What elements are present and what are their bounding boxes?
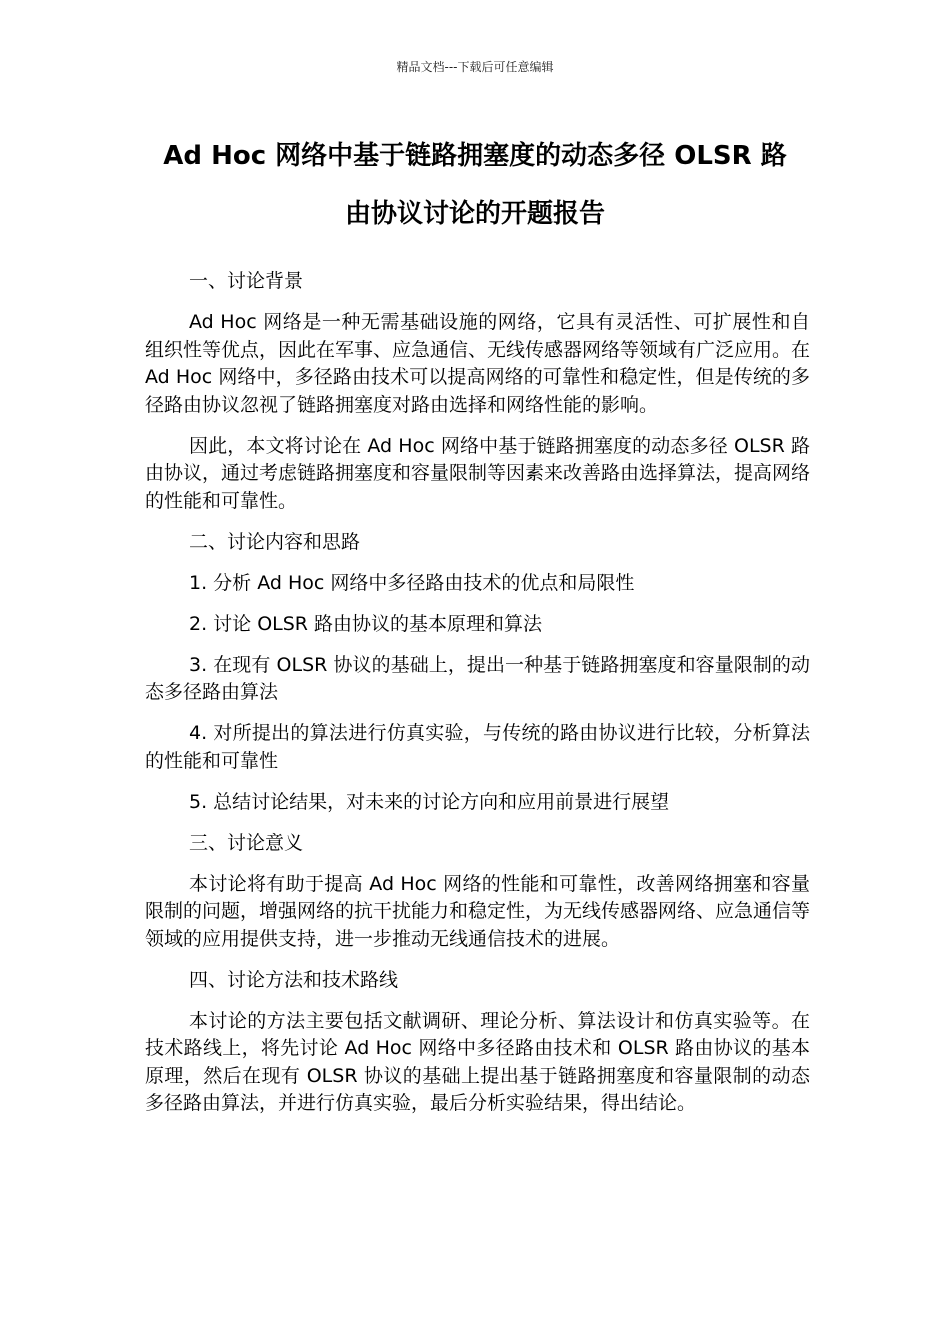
list-item-5: 5. 总结讨论结果，对未来的讨论方向和应用前景进行展望 bbox=[189, 790, 670, 813]
list-item-2: 2. 讨论 OLSR 路由协议的基本原理和算法 bbox=[189, 612, 543, 635]
list-item-4: 4. 对所提出的算法进行仿真实验，与传统的路由协议进行比较，分析算法的性能和可靠性 bbox=[145, 722, 810, 772]
paragraph-methods: 本讨论的方法主要包括文献调研、理论分析、算法设计和仿真实验等。在技术路线上，将先讨论 Ad Hoc 网络中多径路由技术和 OLSR 路由协议的基本原理，然后在现有 OLSR 协议的基础上提出基于链路拥塞度和容量限制的动态多径路由算法，并进行仿真实验，最后分析实验结果，得出结论。 bbox=[145, 1009, 810, 1114]
list-item-3: 3. 在现有 OLSR 协议的基础上，提出一种基于链路拥塞度和容量限制的动态多径路由算法 bbox=[145, 653, 810, 703]
paragraph-background-2: 因此，本文将讨论在 Ad Hoc 网络中基于链路拥塞度的动态多径 OLSR 路由协议，通过考虑链路拥塞度和容量限制等因素来改善路由选择算法，提高网络的性能和可靠性。 bbox=[145, 434, 811, 512]
section-heading-content: 二、讨论内容和思路 bbox=[189, 530, 361, 553]
header-note: 精品文档---下载后可任意编辑 bbox=[396, 60, 554, 74]
document-body bbox=[145, 268, 810, 1131]
paragraph-background-1: Ad Hoc 网络是一种无需基础设施的网络，它具有灵活性、可扩展性和自组织性等优点，因此在军事、应急通信、无线传感器网络等领域有广泛应用。在 Ad Hoc 网络中，多径路由技术可以提高网络的可靠性和稳定性，但是传统的多径路由协议忽视了链路拥塞度对路由选择和网络性能的影响。 bbox=[145, 311, 811, 416]
title-line-1: Ad Hoc 网络中基于链路拥塞度的动态多径 OLSR 路 bbox=[163, 141, 787, 171]
section-heading-significance: 三、讨论意义 bbox=[189, 831, 304, 854]
section-heading-background: 一、讨论背景 bbox=[189, 270, 304, 292]
title-line-2: 由协议讨论的开题报告 bbox=[344, 199, 605, 229]
list-item-1: 1. 分析 Ad Hoc 网络中多径路由技术的优点和局限性 bbox=[189, 571, 635, 594]
section-heading-methods: 四、讨论方法和技术路线 bbox=[189, 968, 399, 991]
document-title bbox=[130, 127, 820, 243]
paragraph-significance: 本讨论将有助于提高 Ad Hoc 网络的性能和可靠性，改善网络拥塞和容量限制的问题，增强网络的抗干扰能力和稳定性，为无线传感器网络、应急通信等领域的应用提供支持，进一步推动无线通信技术的进展。 bbox=[145, 872, 811, 950]
